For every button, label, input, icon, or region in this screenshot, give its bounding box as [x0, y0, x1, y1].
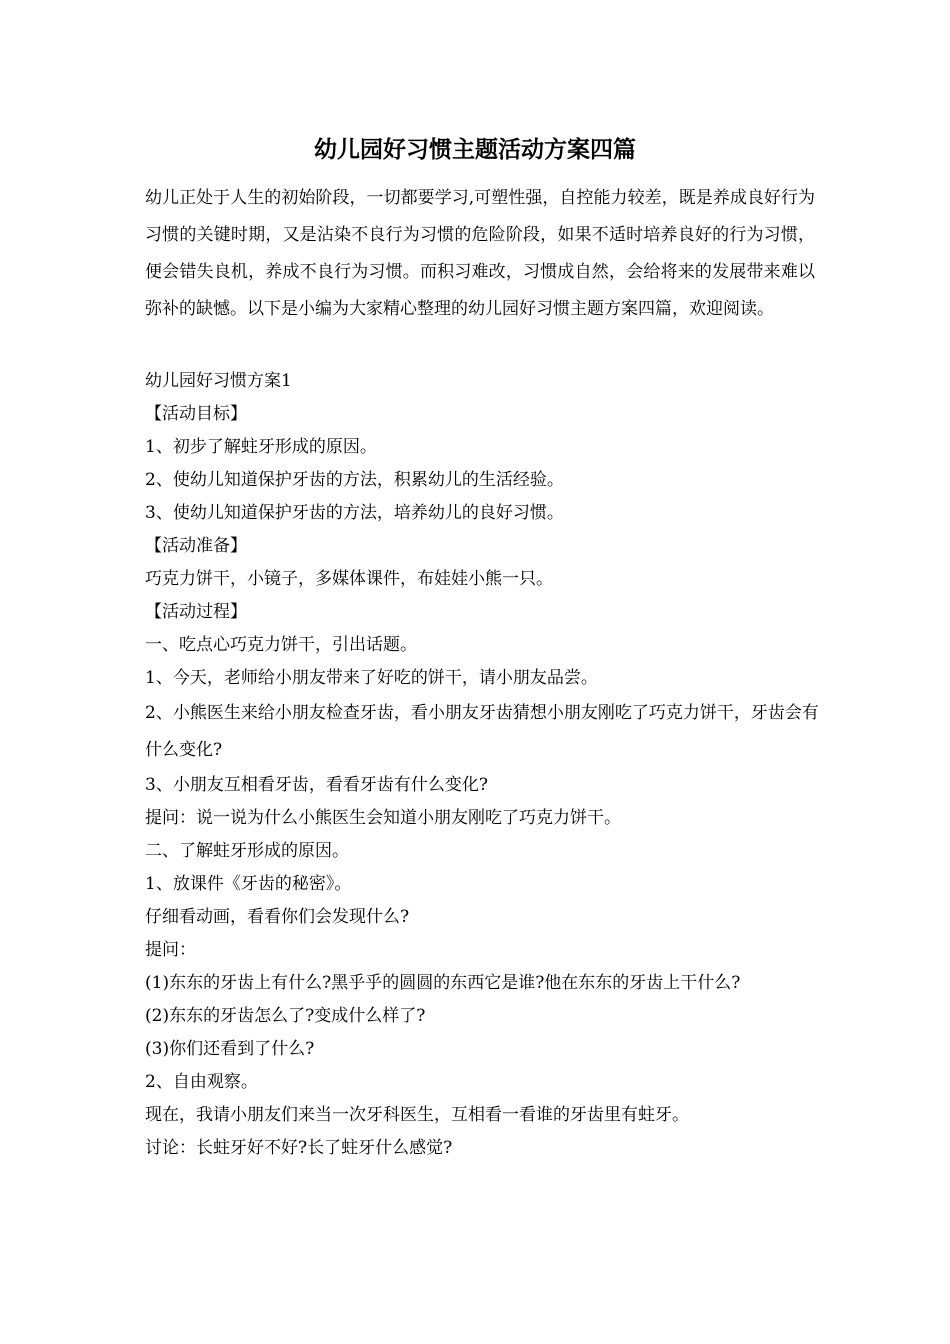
paragraph: 【活动准备】: [145, 536, 247, 556]
document-title: 幼儿园好习惯主题活动方案四篇: [314, 136, 636, 163]
paragraph: 2、小熊医生来给小朋友检查牙齿，看小朋友牙齿猜想小朋友刚吃了巧克力饼干，牙齿会有什么变化?: [145, 703, 819, 760]
intro-paragraph: 幼儿正处于人生的初始阶段，一切都要学习,可塑性强，自控能力较差，既是养成良好行为习惯的关键时期，又是沾染不良行为习惯的危险阶段，如果不适时培养良好的行为习惯，便会错失良机，养成不良行为习惯。而积习难改，习惯成自然，会给将来的发展带来难以弥补的缺憾。以下是小编为大家精心整理的幼儿园好习惯主题方案四篇，欢迎阅读。: [145, 188, 815, 319]
paragraph: 一、吃点心巧克力饼干，引出话题。: [145, 635, 417, 655]
paragraph: 2、使幼儿知道保护牙齿的方法，积累幼儿的生活经验。: [145, 470, 564, 490]
paragraph: 3、小朋友互相看牙齿，看看牙齿有什么变化?: [145, 775, 488, 795]
document-body: [145, 365, 820, 1165]
paragraph: 提问：说一说为什么小熊医生会知道小朋友刚吃了巧克力饼干。: [145, 808, 621, 828]
paragraph: 巧克力饼干，小镜子，多媒体课件，布娃娃小熊一只。: [145, 569, 553, 589]
paragraph: 1、初步了解蛀牙形成的原因。: [145, 437, 377, 457]
paragraph: 1、今天，老师给小朋友带来了好吃的饼干，请小朋友品尝。: [145, 668, 598, 688]
paragraph: 2、自由观察。: [145, 1072, 258, 1092]
paragraph: (1)东东的牙齿上有什么?黑乎乎的圆圆的东西它是谁?他在东东的牙齿上干什么?: [145, 973, 741, 993]
paragraph: 提问：: [145, 940, 196, 960]
paragraph: 仔细看动画，看看你们会发现什么?: [145, 907, 410, 927]
paragraph: 幼儿园好习惯方案1: [145, 371, 292, 391]
paragraph: 【活动目标】: [145, 404, 247, 424]
paragraph: 现在，我请小朋友们来当一次牙科医生，互相看一看谁的牙齿里有蛀牙。: [145, 1105, 689, 1125]
paragraph: 二、了解蛀牙形成的原因。: [145, 841, 349, 861]
paragraph: 3、使幼儿知道保护牙齿的方法，培养幼儿的良好习惯。: [145, 503, 564, 523]
paragraph: 1、放课件《牙齿的秘密》。: [145, 874, 352, 894]
paragraph: 讨论：长蛀牙好不好?长了蛀牙什么感觉?: [145, 1138, 453, 1158]
paragraph: (2)东东的牙齿怎么了?变成什么样了?: [145, 1006, 426, 1026]
paragraph: (3)你们还看到了什么?: [145, 1039, 315, 1059]
paragraph: 【活动过程】: [145, 602, 247, 622]
